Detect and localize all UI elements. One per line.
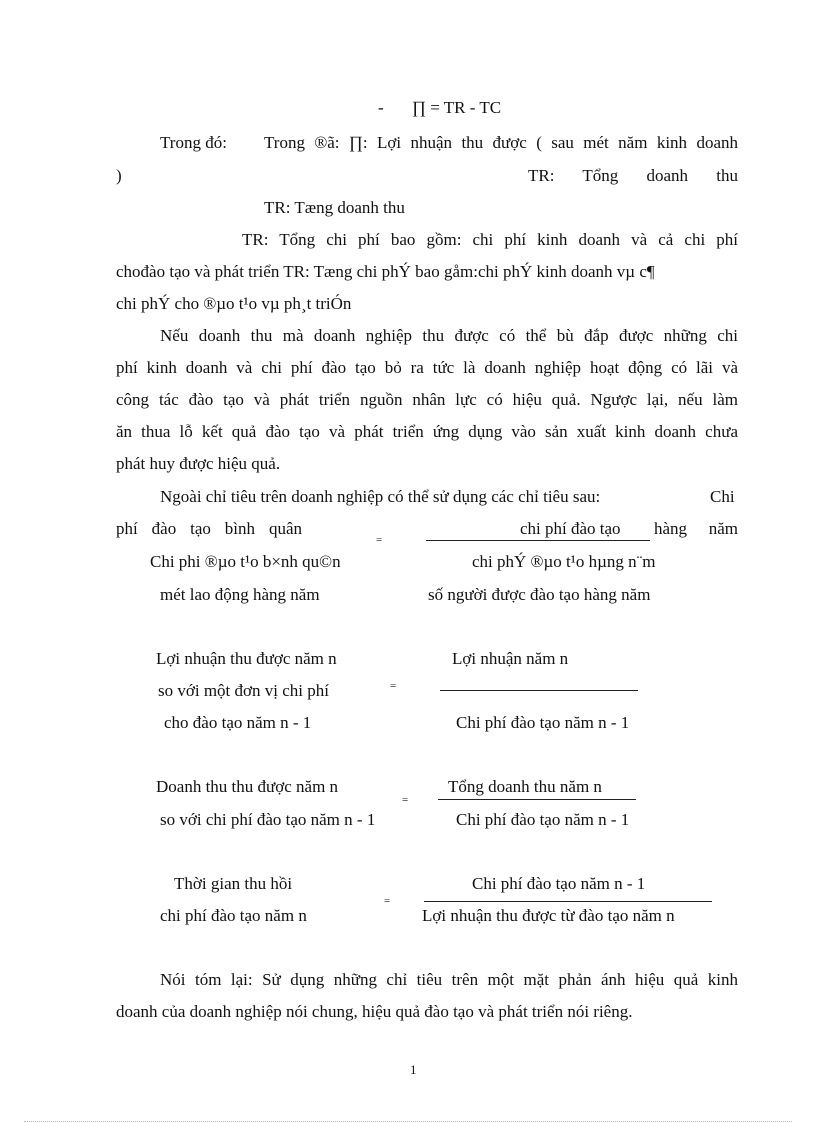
ratio4-left: chi phí đào tạo năm n xyxy=(160,906,307,925)
ratio3-numerator: Tổng doanh thu năm n xyxy=(448,777,602,796)
ratio1-equals: = xyxy=(376,534,383,546)
ratio1-numerator: chi phí đào tạo xyxy=(520,519,621,538)
defs-tc1: TR: Tổng chi phí bao gồm: chi phí kinh doanh và cả chi phí xyxy=(242,230,738,249)
ratio4-denominator: Lợi nhuận thu được từ đào tạo năm n xyxy=(422,906,675,925)
defs-tr1: TR: Tổng doanh thu xyxy=(528,166,738,185)
para1-line: ăn thua lỗ kết quả đào tạo và phát triển ứng dụng vào sản xuất kinh doanh chưa xyxy=(116,422,738,441)
ratio1-left-c: mét lao động hàng năm xyxy=(160,585,320,604)
formula-profit: ∏ = TR - TC xyxy=(412,98,502,117)
para1-line: công tác đào tạo và phát triển nguồn nhân lực có hiệu quả. Ngược lại, nếu làm xyxy=(116,390,738,409)
ratio3-left: Doanh thu thu được năm n xyxy=(156,777,339,796)
conclusion-line: doanh của doanh nghiệp nói chung, hiệu quả đào tạo và phát triển nói riêng. xyxy=(116,1002,633,1021)
para2-text: Ngoài chỉ tiêu trên doanh nghiệp có thể sử dụng các chỉ tiêu sau: xyxy=(160,487,601,506)
ratio3-left: so với chi phí đào tạo năm n - 1 xyxy=(160,810,376,829)
defs-profit-garbled: Trong ®ã: ∏: Lợi nhuận thu được ( sau mét năm kinh doanh xyxy=(264,133,738,152)
ratio1-left-a: phí đào tạo bình quân xyxy=(116,519,302,538)
para1-line: Nếu doanh thu mà doanh nghiệp thu được có thể bù đắp được những chi xyxy=(160,326,738,345)
page-bottom-border xyxy=(24,1121,792,1122)
ratio2-denominator: Chi phí đào tạo năm n - 1 xyxy=(456,713,630,732)
defs-paren: ) xyxy=(116,166,122,185)
defs-tr2: TR: Tæng doanh thu xyxy=(264,198,405,217)
ratio2-numerator: Lợi nhuận năm n xyxy=(452,649,569,668)
ratio3-equals: = xyxy=(402,794,409,806)
para1-line: phí kinh doanh và chi phí đào tạo bỏ ra tức là doanh nghiệp hoạt động có lãi và xyxy=(116,358,738,377)
ratio3-denominator: Chi phí đào tạo năm n - 1 xyxy=(456,810,630,829)
ratio2-left: cho đào tạo năm n - 1 xyxy=(164,713,312,732)
ratio4-equals: = xyxy=(384,895,391,907)
ratio1-denominator-b: số người được đào tạo hàng năm xyxy=(428,585,651,604)
conclusion-line: Nói tóm lại: Sử dụng những chỉ tiêu trên một mặt phản ánh hiệu quả kinh xyxy=(160,970,738,989)
formula-dash: - xyxy=(378,98,384,117)
ratio3-fraction-bar xyxy=(438,799,636,800)
defs-tc3: chi phÝ cho ®µo t¹o vµ ph¸t triÓn xyxy=(116,294,352,313)
para1-line: phát huy được hiệu quả. xyxy=(116,454,281,473)
ratio1-fraction-bar xyxy=(426,540,650,541)
ratio1-denominator-a: chi phÝ ®µo t¹o hµng n¨m xyxy=(472,552,656,571)
ratio1-left-b: Chi phi ®µo t¹o b×nh qu©n xyxy=(150,552,341,571)
ratio2-fraction-bar xyxy=(440,690,638,691)
ratio2-left: so với một đơn vị chi phí xyxy=(158,681,329,700)
ratio2-equals: = xyxy=(390,680,397,692)
page-number: 1 xyxy=(410,1062,417,1077)
ratio2-left: Lợi nhuận thu được năm n xyxy=(156,649,337,668)
defs-tc2: chođào tạo và phát triển TR: Tæng chi phÝ bao gåm:chi phÝ kinh doanh vµ c¶ xyxy=(116,262,655,281)
ratio1-right-tail: hàng năm xyxy=(654,519,738,538)
ratio4-fraction-bar xyxy=(424,901,712,902)
ratio4-left: Thời gian thu hồi xyxy=(174,874,293,893)
ratio4-numerator: Chi phí đào tạo năm n - 1 xyxy=(472,874,646,893)
para2-end: Chi xyxy=(710,487,735,506)
defs-label: Trong đó: xyxy=(160,133,227,152)
